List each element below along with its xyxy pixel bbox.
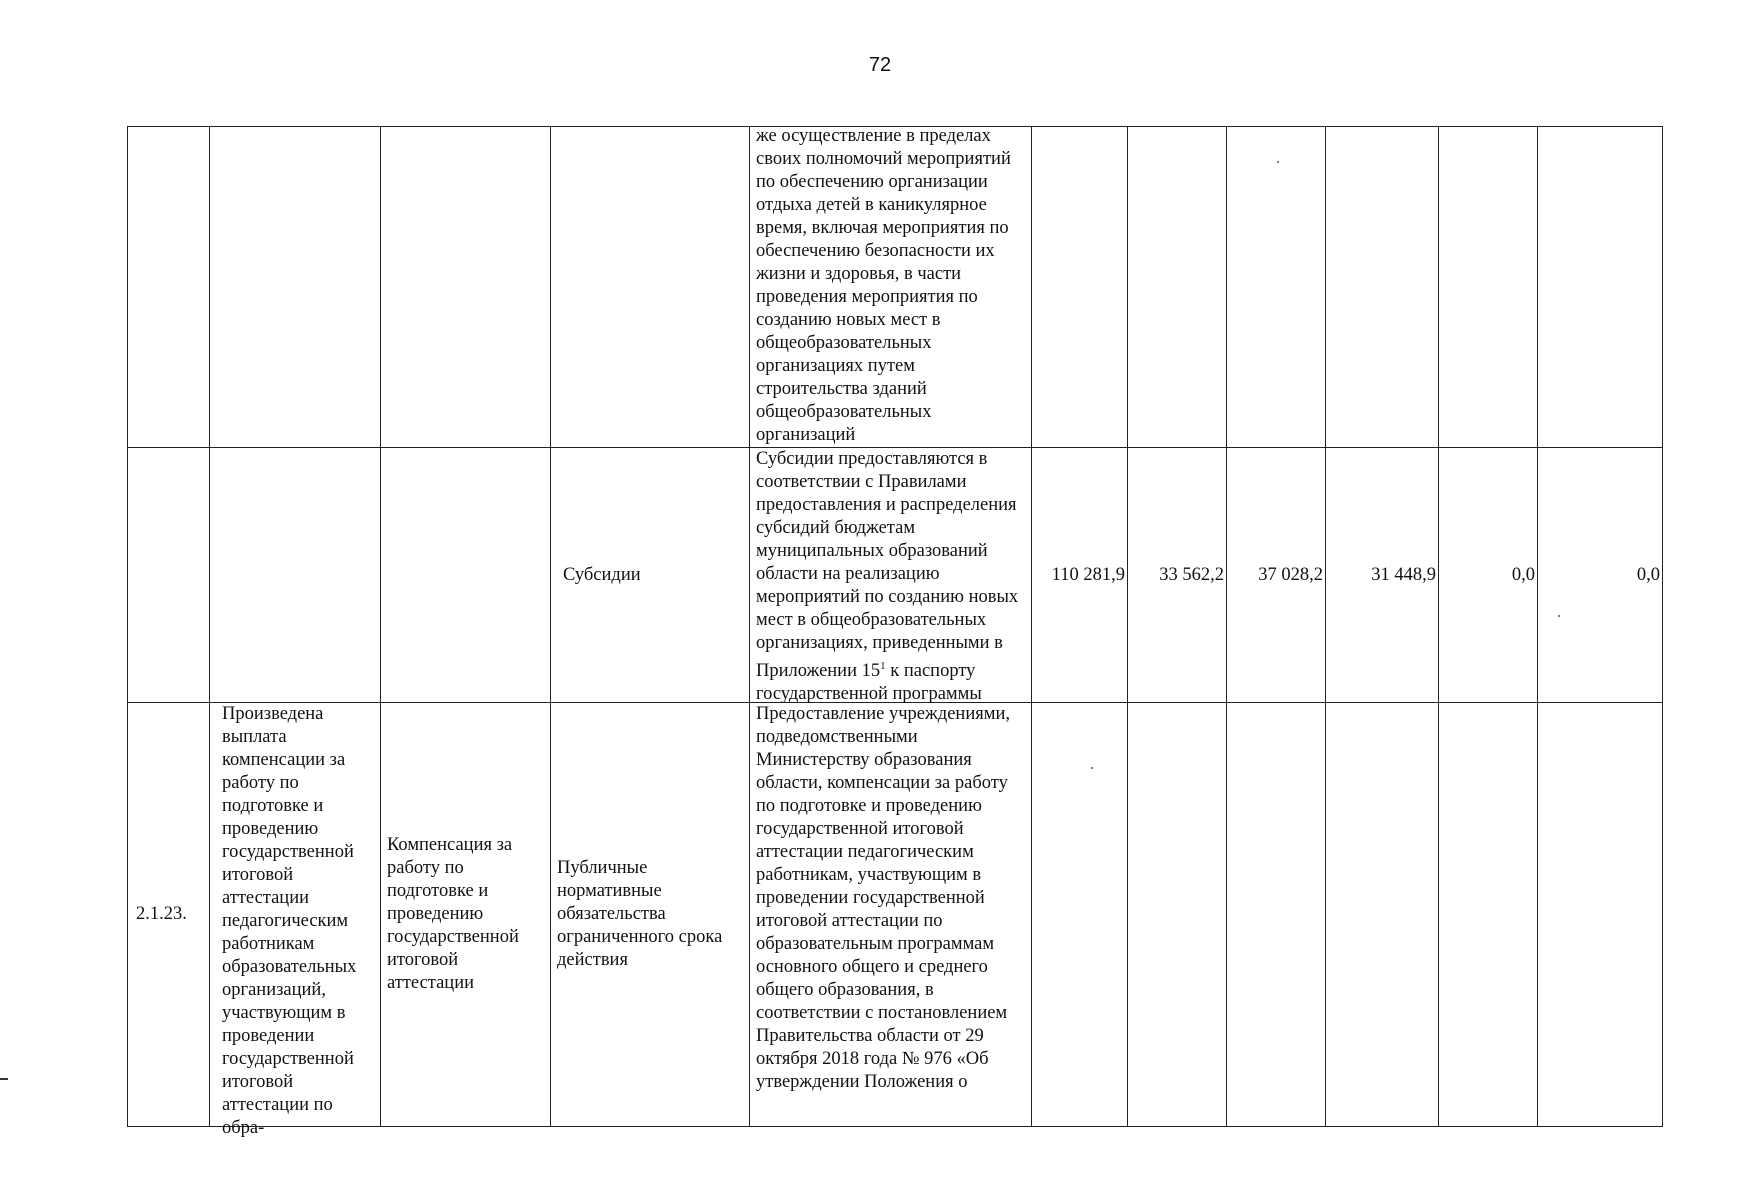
measure-type-cell	[551, 127, 750, 448]
scan-speck	[1277, 161, 1279, 163]
row-number-cell	[128, 127, 210, 448]
description-text-tail: к паспорту государственной программы	[756, 661, 982, 705]
measure-name-cell: Компенсация за работу по подготовке и проведению государственной итоговой аттестации	[381, 703, 551, 1127]
value-total: 110 281,9	[1032, 448, 1128, 703]
value-cell	[1439, 703, 1538, 1127]
row-number-cell	[128, 448, 210, 703]
measure-type-cell: Публичные нормативные обязательства ограниченного срока действия	[551, 703, 750, 1127]
table-row	[128, 448, 1663, 703]
description-cell	[750, 448, 1032, 703]
measure-type-cell: Субсидии	[551, 448, 750, 703]
superscript: 1	[880, 660, 886, 672]
value-cell	[1032, 127, 1128, 448]
value-cell	[1439, 127, 1538, 448]
description-text: Предоставление учреждениями, подведомственными Министерству образования области, компенсации за работу по подготовке и проведению государственной итоговой аттестации педагогическим работникам, участвующим в проведении государственной итоговой аттестации по образовательным программам основного общего и среднего общего образования, в соответствии с постановлением Правительства области от 29 октября 2018 года № 976 «Об утверждении Положения о	[756, 704, 1010, 1092]
value-cell	[1128, 127, 1227, 448]
description-cell	[750, 127, 1032, 448]
value-cell	[1227, 703, 1326, 1127]
value-cell	[1538, 703, 1663, 1127]
description-cell	[750, 703, 1032, 1127]
value-year-1: 33 562,2	[1128, 448, 1227, 703]
value-year-4: 0,0	[1439, 448, 1538, 703]
value-year-2: 37 028,2	[1227, 448, 1326, 703]
description-text	[756, 448, 1027, 706]
scan-speck	[1091, 767, 1093, 769]
row-number-cell: 2.1.23.	[128, 703, 210, 1127]
value-cell	[1326, 127, 1439, 448]
result-cell	[210, 703, 381, 1138]
page-number: 72	[868, 54, 892, 76]
description-text: же осуществление в пределах своих полномочий мероприятий по обеспечению организации отдыха детей в каникулярное время, включая мероприятия по обеспечению безопасности их жизни и здоровья, в части проведения мероприятия по созданию новых мест в общеобразовательных организациях путем строительства зданий общеобразовательных организаций	[756, 126, 1011, 445]
value-year-3: 31 448,9	[1326, 448, 1439, 703]
margin-mark	[0, 1078, 8, 1080]
value-cell	[1227, 127, 1326, 448]
result-text: Произведена выплата компенсации за работу по подготовке и проведению государственной итоговой аттестации педагогическим работникам образовательных организаций, участвующим в проведении государственной итоговой аттестации по обра-	[222, 704, 357, 1138]
program-table	[127, 126, 1663, 1138]
table-row	[128, 127, 1663, 448]
value-cell	[1538, 127, 1663, 448]
value-cell	[1032, 703, 1128, 1127]
result-cell	[210, 127, 381, 448]
scan-speck	[1558, 615, 1560, 617]
value-year-5: 0,0	[1538, 448, 1663, 703]
measure-name-cell	[381, 127, 551, 448]
result-cell	[210, 448, 381, 703]
table-row	[128, 703, 1663, 1127]
value-cell	[1128, 703, 1227, 1127]
measure-name-cell	[381, 448, 551, 703]
description-text-main: Субсидии предоставляются в соответствии с Правилами предоставления и распределения субсидий бюджетам муниципальных образований области на реализацию мероприятий по созданию новых мест в общеобразовательных организациях, приведенными в Приложении 15	[756, 449, 1019, 682]
value-cell	[1326, 703, 1439, 1127]
